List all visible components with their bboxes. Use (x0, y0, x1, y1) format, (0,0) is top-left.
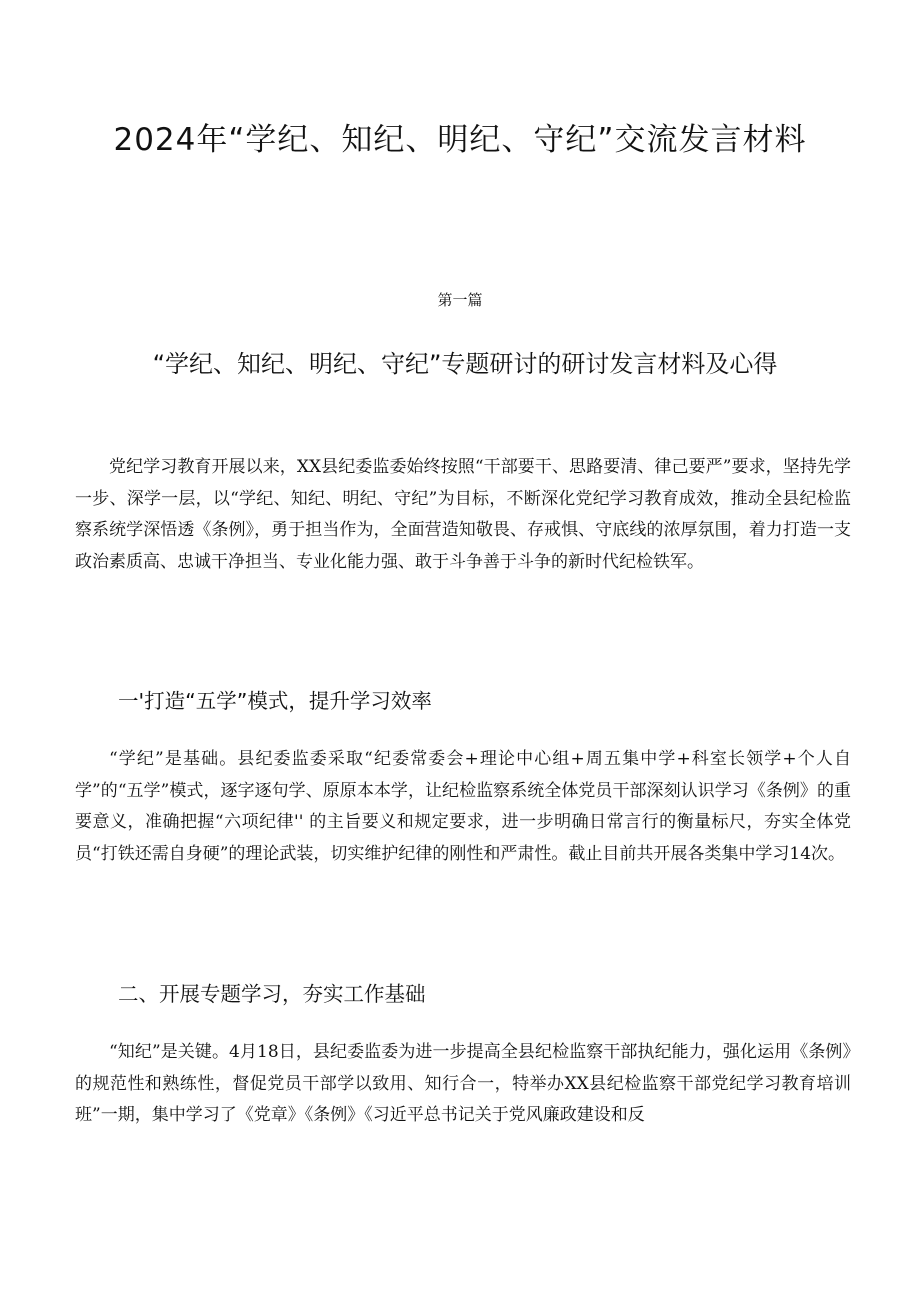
section-heading: 二、开展专题学习，夯实工作基础 (118, 982, 426, 1006)
section-heading: 一'打造“五学”模式，提升学习效率 (118, 689, 432, 713)
body-paragraph: “知纪”是关键。4月18日，县纪委监委为进一步提高全县纪检监察干部执纪能力，强化运用《条例》的规范性和熟练性，督促党员干部学以致用、知行合一，特举办XX县纪检监察干部党纪学习教育培训班”一期，集中学习了《党章》《条例》《习近平总书记关于党风廉政建设和反 (75, 1042, 851, 1126)
body-paragraph: 党纪学习教育开展以来，XX县纪委监委始终按照“干部要干、思路要清、律己要严”要求，坚持先学一步、深学一层，以“学纪、知纪、明纪、守纪”为目标，不断深化党纪学习教育成效，推动全县纪检监察系统学深悟透《条例》，勇于担当作为，全面营造知敬畏、存戒惧、守底线的浓厚氛围，着力打造一支政治素质高、忠诚干净担当、专业化能力强、敢于斗争善于斗争的新时代纪检铁军。 (75, 457, 851, 572)
body-paragraph: “学纪”是基础。县纪委监委采取“纪委常委会+理论中心组+周五集中学+科室长领学+个人自学”的“五学”模式，逐字逐句学、原原本本学，让纪检监察系统全体党员干部深刻认识学习《条例》的重要意义，准确把握“六项纪律'' 的主旨要义和规定要求，进一步明确日常言行的衡量标尺，夯实全体党员“打铁还需自身硬”的理论武装，切实维护纪律的刚性和严肃性。截止目前共开展各类集中学习14次。 (75, 749, 851, 864)
part-label: 第一篇 (437, 291, 483, 309)
article-subtitle: “学纪、知纪、明纪、守纪”专题研讨的研讨发言材料及心得 (152, 350, 778, 378)
document-title: 2024年“学纪、知纪、明纪、守纪”交流发言材料 (113, 122, 807, 158)
